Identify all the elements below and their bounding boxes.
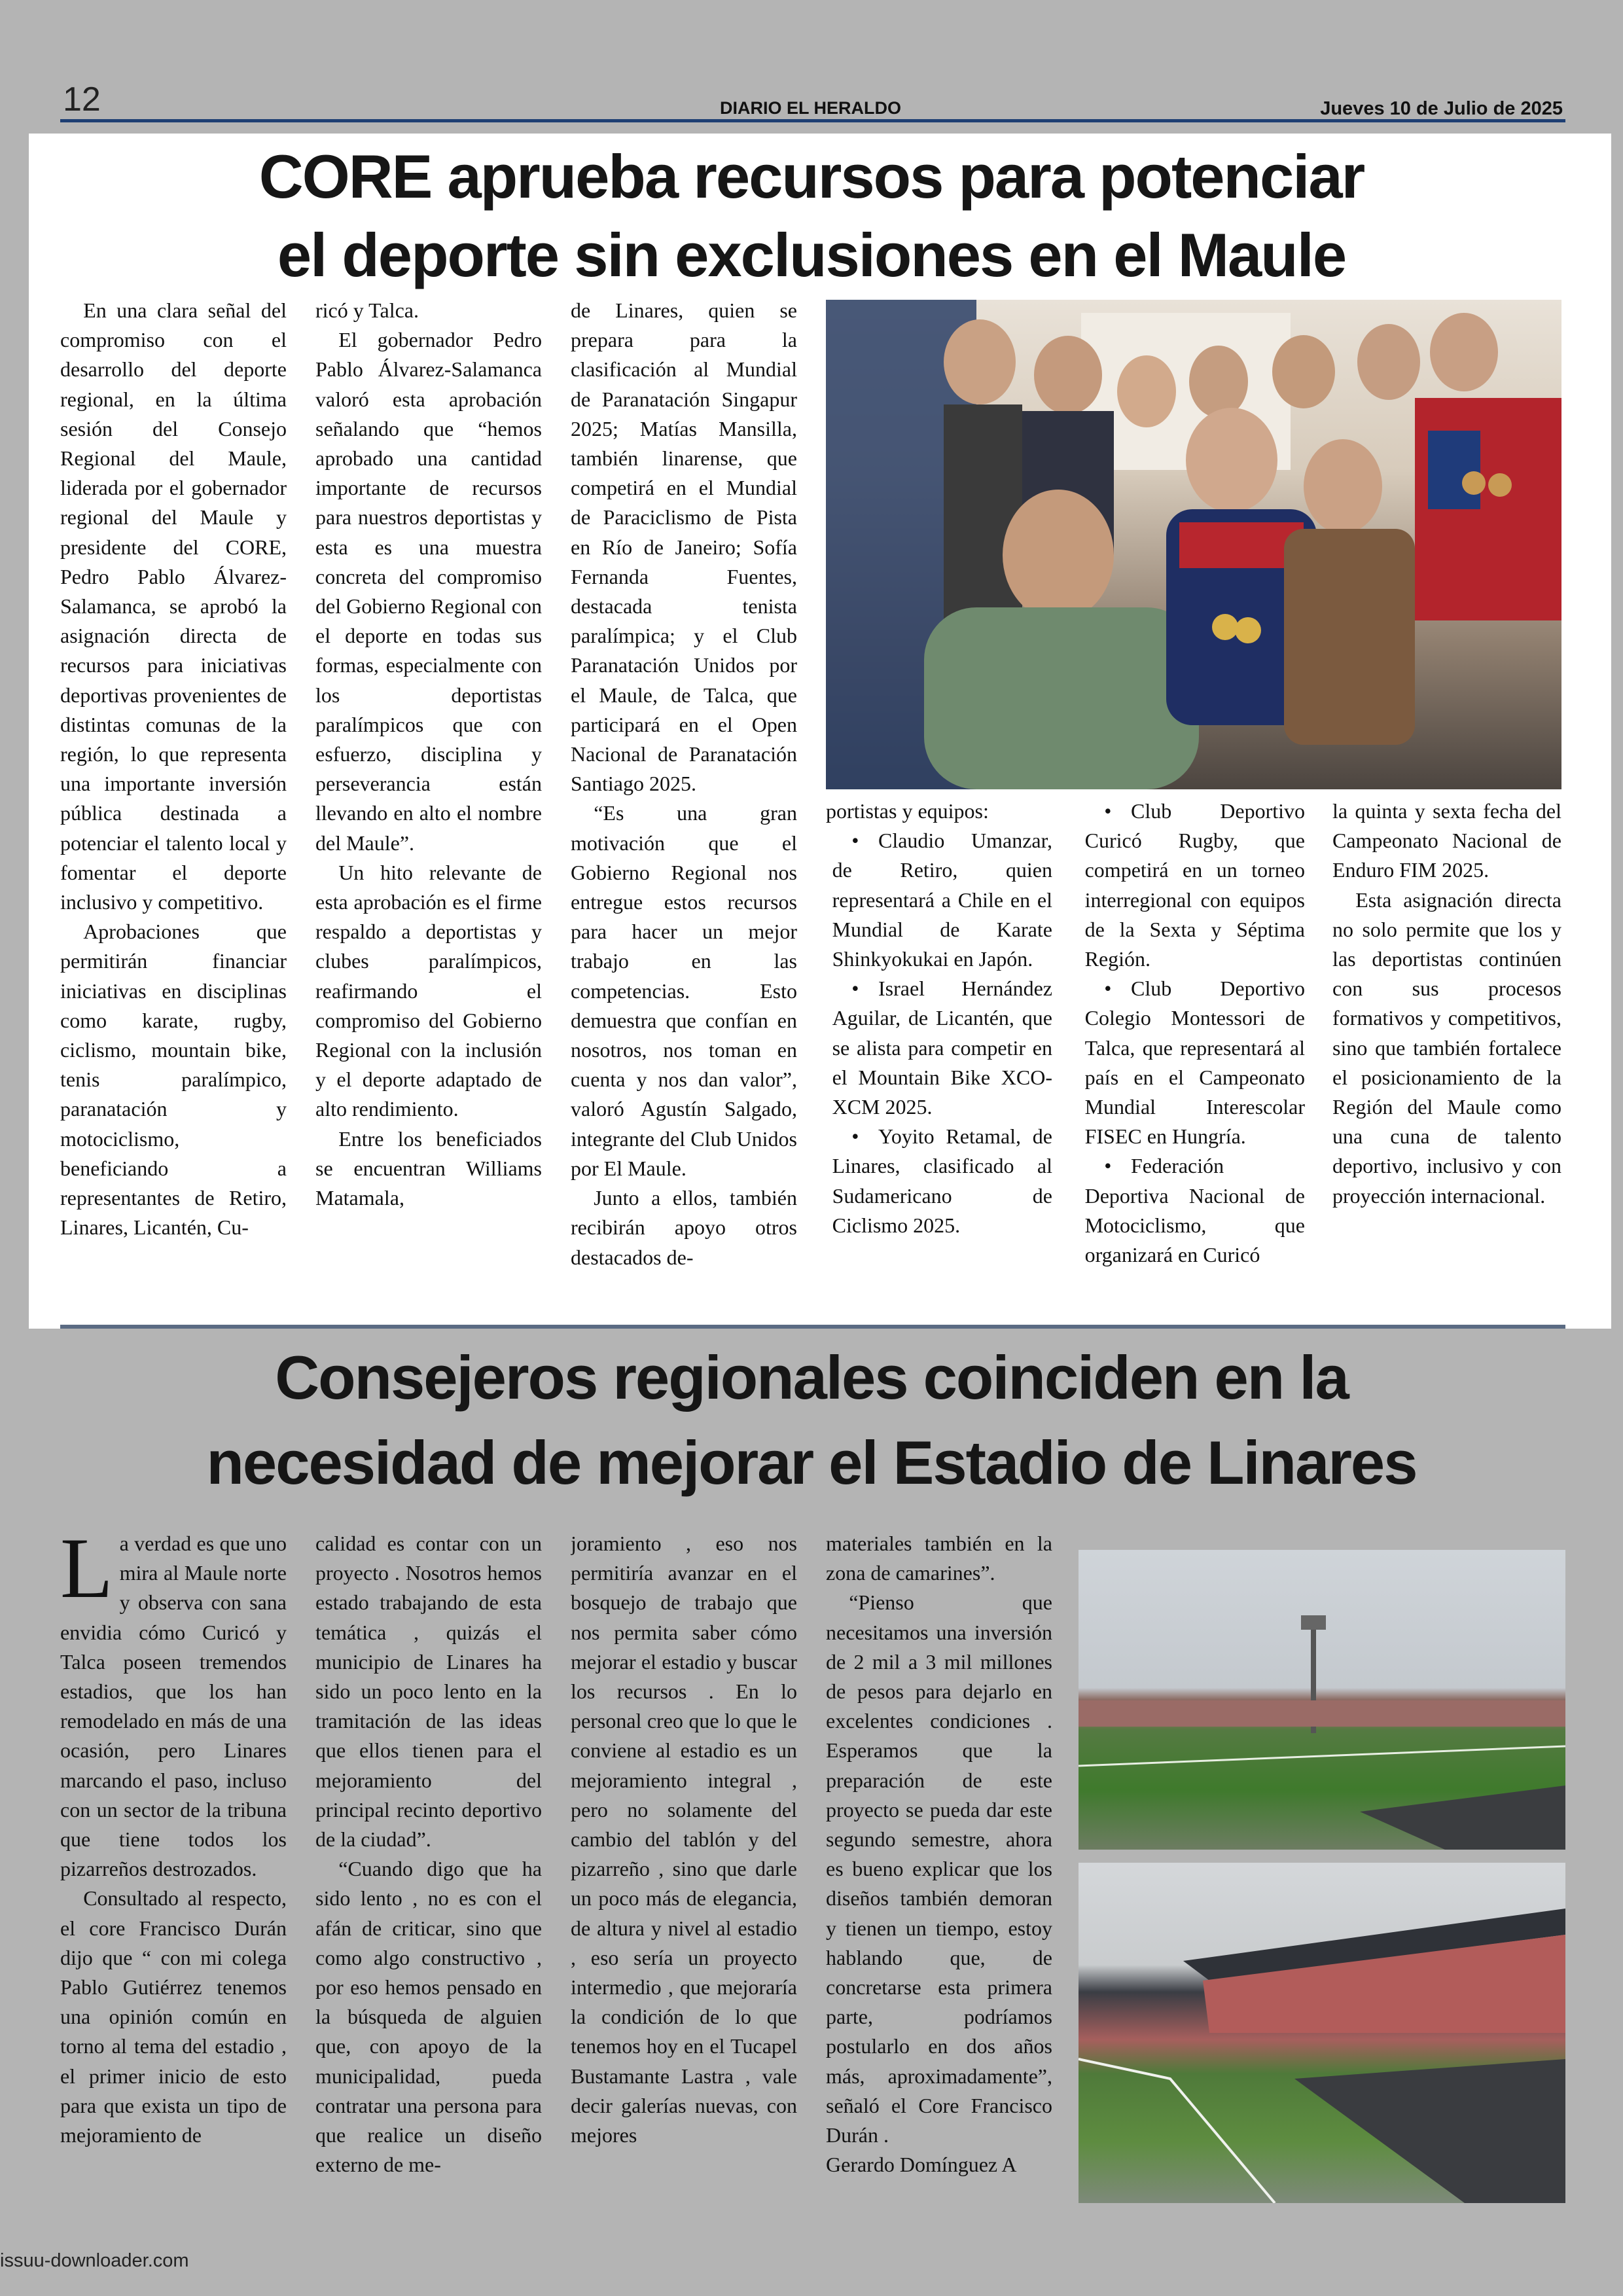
person-shape [924, 607, 1199, 789]
issue-date: Jueves 10 de Julio de 2025 [1320, 98, 1563, 119]
paragraph: Junto a ellos, también recibirán apoyo otros destacados de- [571, 1186, 797, 1269]
paragraph: “Pienso que necesitamos una inversión de 2 mil a 3 mil millones de pesos para dejarlo en excelentes condiciones . Esperamos que la preparación de este proyecto se pueda dar este segundo semestre, ahora es bueno explicar que los diseños también demoran y tienen un tiempo, estoy hablando que, de concretarse esta primera parte, podríamos postularlo en dos años más, aproximadamente”, señaló el Core Francisco Durán . [826, 1590, 1052, 2147]
person-shape [1428, 431, 1480, 509]
article-2-column-2 [315, 1529, 542, 2214]
athletes-group-photo [826, 300, 1561, 789]
article-2-headline-line-2: necesidad de mejorar el Estadio de Linares [206, 1428, 1417, 1497]
page-number: 12 [63, 81, 101, 118]
field-line [1079, 1746, 1565, 1766]
person-shape [1272, 335, 1335, 408]
paragraph: Entre los beneficiados se encuentran Williams Matamala, [315, 1126, 542, 1210]
paragraph: “Cuando digo que ha sido lento , no es con el afán de criticar, sino que como algo constructivo , por eso hemos pensado en la búsqueda de alguien que, con apoyo de la municipalidad, pueda contratar una persona para que realice un diseño externo de me- [315, 1857, 542, 2177]
person-shape [1284, 529, 1415, 745]
list-item: • Yoyito Retamal, de Linares, clasificado al Sudamericano de Ciclismo 2025. [826, 1122, 1052, 1240]
person-shape [1186, 408, 1277, 512]
newspaper-name: DIARIO EL HERALDO [720, 98, 902, 118]
running-track [1360, 1785, 1565, 1850]
medal [1212, 614, 1238, 640]
person-shape [1189, 346, 1248, 418]
paragraph: de Linares, quien se prepara para la clasificación al Mundial de Paranatación Singapur 2025; Matías Mansilla, también linarense, que competirá en el Mundial de Paraciclismo de Pista en Río de Janeiro; Sofía Fernanda Fuentes, destacada tenista paralímpica; y el Club Paranatación Unidos por el Maule, de Talca, que participará en el Open Nacional de Paranatación Santiago 2025. [571, 298, 797, 796]
list-item: • Club Deportivo Colegio Montessori de Talca, que representará al país en el Campeonato Mundial Interescolar FISEC en Hungría. [1079, 974, 1305, 1151]
paragraph: Consultado al respecto, el core Francisco Durán dijo que “ con mi colega Pablo Gutiérrez tenemos una opinión común en torno al tema del estadio , el primer inicio de esto para que exista un tipo de mejoramiento de [60, 1886, 287, 2147]
paragraph: Un hito relevante de esta aprobación es el firme respaldo a deportistas y clubes paralímpicos, reafirmando el compromiso del Gobierno Regional con la inclusión y el deporte adaptado de alto rendimiento. [315, 860, 542, 1121]
paragraph: la quinta y sexta fecha del Campeonato Nacional de Enduro FIM 2025. [1332, 799, 1561, 882]
header-rule [60, 119, 1565, 122]
stadium-photo-1 [1079, 1550, 1565, 1850]
athletes-group-illustration [826, 300, 1561, 789]
paragraph: a verdad es que uno mira al Maule norte y observa con sana envidia cómo Curicó y Talca poseen tremendos estadios, que los han remodelado en más de una ocasión, pero Linares marcando el paso, incluso con un sector de la tribuna que tiene todos los pizarreños destrozados. [60, 1532, 287, 1881]
stadium-illustration-1 [1079, 1550, 1565, 1850]
article-1-column-6 [1332, 797, 1561, 1307]
person-shape [1430, 313, 1498, 391]
person-shape [1034, 336, 1102, 414]
stadium-illustration-2 [1079, 1863, 1565, 2203]
article-1-headline-line-2: el deporte sin exclusiones en el Maule [277, 221, 1346, 289]
article-2-headline [0, 1335, 1623, 1505]
article-1-column-5 [1079, 797, 1305, 1307]
watermark-text: issuu-downloader.com [0, 2250, 189, 2271]
person-shape [1117, 355, 1176, 427]
paragraph: El gobernador Pedro Pablo Álvarez-Salamanca valoró esta aprobación señalando que “hemos aprobado una cantidad importante de recursos para nuestros deportistas y esta es una muestra concreta del compromiso del Gobierno Regional con el deporte en todas sus formas, especialmente con los deportistas paralímpicos que con esfuerzo, disciplina y perseverancia están llevando en alto el nombre del Maule”. [315, 328, 542, 855]
paragraph: “Es una gran motivación que el Gobierno Regional nos entregue estos recursos para hacer un mejor trabajo en las competencias. Esto demuestra que confían en nosotros, nos toman en cuenta y nos dan valor”, valoró Agustín Salgado, integrante del Club Unidos por El Maule. [571, 801, 797, 1180]
list-item: • Club Deportivo Curicó Rugby, que competirá en un torneo interregional con equipos de la Sexta y Séptima Región. [1079, 797, 1305, 974]
stadium-photo-2 [1079, 1863, 1565, 2203]
paragraph: joramiento , eso nos permitiría avanzar en el bosquejo de trabajo que nos permita saber cómo mejorar el estadio y buscar los recursos . En lo personal creo que lo que le conviene al estadio es un mejoramiento integral , pero no solamente del cambio del tablón y del pizarreño , sino que darle un poco más de elegancia, de altura y nivel al estadio , eso sería un proyecto intermedio , que mejoraría la condición de lo que tenemos hoy en el Tucapel Bustamante Lastra , vale decir galerías nuevas, con mejores [571, 1532, 797, 2147]
article-1-column-4 [826, 797, 1052, 1307]
medal [1488, 473, 1512, 497]
list-item: • Federación Deportiva Nacional de Motociclismo, que organizará en Curicó [1079, 1151, 1305, 1270]
article-1-headline [0, 137, 1623, 295]
list-item: • Claudio Umanzar, de Retiro, quien representará a Chile en el Mundial de Karate Shinkyokukai en Japón. [826, 826, 1052, 974]
article-2-column-1 [60, 1529, 287, 2214]
person-shape [1304, 439, 1382, 533]
article-2-column-3 [571, 1529, 797, 2214]
person-shape [1003, 490, 1114, 620]
article-divider [60, 1325, 1565, 1329]
paragraph: ricó y Talca. [315, 298, 419, 322]
byline: Gerardo Domínguez A [826, 2153, 1017, 2177]
article-1-column-1 [60, 296, 287, 1304]
person-shape [1357, 324, 1420, 400]
paragraph: Esta asignación directa no solo permite que los y las deportistas continúen con sus procesos formativos y competitivos, sino que también fortalece el posicionamiento de la Región del Maule como una cuna de talento deportivo, inclusivo y con proyección internacional. [1332, 888, 1561, 1208]
paragraph: portistas y equipos: [826, 799, 989, 823]
field-line [1079, 2059, 1275, 2203]
paragraph: En una clara señal del compromiso con el desarrollo del deporte regional, en la última sesión del Consejo Regional del Maule, liderada por el gobernador regional del Maule y presidente del CORE, Pedro Pablo Álvarez-Salamanca, se aprobó la asignación directa de recursos para iniciativas deportivas provenientes de distintas comunas de la región, lo que representa una importante inversión pública destinada a potenciar el talento local y fomentar el deporte inclusivo y competitivo. [60, 298, 287, 914]
article-1-headline-line-1: CORE aprueba recursos para potenciar [259, 142, 1364, 211]
paragraph: calidad es contar con un proyecto . Nosotros hemos estado trabajando de esta temática , quizás el municipio de Linares ha sido un poco lento en la tramitación de las ideas que ellos tienen para el mejoramiento del principal recinto deportivo de la ciudad”. [315, 1532, 542, 1852]
paragraph: materiales también en la zona de camarines”. [826, 1532, 1052, 1585]
medal [1462, 471, 1486, 495]
article-1-column-3 [571, 296, 797, 1304]
person-shape [944, 319, 1016, 404]
light-tower [1301, 1615, 1326, 1630]
article-1-column-2 [315, 296, 542, 1304]
grandstand [1079, 1700, 1565, 1727]
medal [1235, 617, 1261, 643]
running-track [1294, 2059, 1565, 2203]
drop-cap: L [60, 1529, 113, 1616]
article-2-headline-line-1: Consejeros regionales coinciden en la [275, 1343, 1348, 1412]
list-item: • Israel Hernández Aguilar, de Licantén, que se alista para competir en el Mountain Bike XCO-XCM 2025. [826, 974, 1052, 1122]
paragraph: Aprobaciones que permitirán financiar iniciativas en disciplinas como karate, rugby, ciclismo, mountain bike, tenis paralímpico, paranatación y motociclismo, beneficiando a representantes de Retiro, Linares, Licantén, Cu- [60, 920, 287, 1240]
article-2-column-4 [826, 1529, 1052, 2214]
